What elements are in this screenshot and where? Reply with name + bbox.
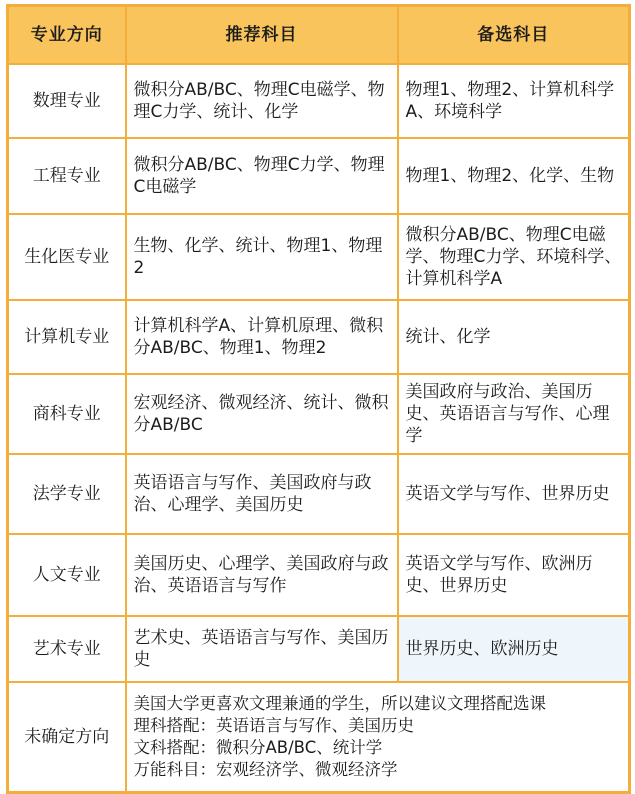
recommended-cell: 生物、化学、统计、物理1、物理2: [126, 214, 398, 300]
advice-line-intro: 美国大学更喜欢文理兼通的学生，所以建议文理搭配选课: [133, 694, 546, 713]
alternative-cell: 统计、化学: [398, 300, 630, 374]
alternative-cell: 微积分AB/BC、物理C电磁学、物理C力学、环境科学、计算机科学A: [398, 214, 630, 300]
table-row: [8, 616, 630, 682]
header-recommended: 推荐科目: [126, 6, 398, 65]
advice-line-arts: 文科搭配：微积分AB/BC、统计学: [133, 738, 383, 757]
alternative-cell: 世界历史、欧洲历史: [398, 616, 630, 682]
direction-cell: 艺术专业: [8, 616, 126, 682]
table-row: [8, 138, 630, 214]
alternative-cell: 英语文学与写作、欧洲历史、世界历史: [398, 534, 630, 616]
table-row: [8, 374, 630, 454]
direction-cell: 法学专业: [8, 454, 126, 534]
recommended-cell: 艺术史、英语语言与写作、美国历史: [126, 616, 398, 682]
alternative-cell: 物理1、物理2、化学、生物: [398, 138, 630, 214]
direction-cell: 人文专业: [8, 534, 126, 616]
header-alternative: 备选科目: [398, 6, 630, 65]
direction-cell: 计算机专业: [8, 300, 126, 374]
direction-cell: 工程专业: [8, 138, 126, 214]
table-row: [8, 454, 630, 534]
table-header-row: [8, 6, 630, 65]
table-row: [8, 300, 630, 374]
recommended-cell: 微积分AB/BC、物理C电磁学、物理C力学、统计、化学: [126, 64, 398, 138]
direction-cell: 生化医专业: [8, 214, 126, 300]
table-row-undecided: [8, 682, 630, 793]
advice-line-universal: 万能科目：宏观经济学、微观经济学: [133, 760, 398, 779]
table-row: [8, 64, 630, 138]
direction-cell: 商科专业: [8, 374, 126, 454]
direction-cell: 未确定方向: [8, 682, 126, 793]
advice-line-science: 理科搭配：英语语言与写作、美国历史: [133, 716, 414, 735]
direction-cell: 数理专业: [8, 64, 126, 138]
major-course-table-container: [6, 4, 628, 779]
alternative-cell: 英语文学与写作、世界历史: [398, 454, 630, 534]
recommended-cell: 美国历史、心理学、美国政府与政治、英语语言与写作: [126, 534, 398, 616]
header-direction: 专业方向: [8, 6, 126, 65]
table-row: [8, 214, 630, 300]
undecided-advice-cell: [126, 682, 630, 793]
recommended-cell: 英语语言与写作、美国政府与政治、心理学、美国历史: [126, 454, 398, 534]
recommended-cell: 宏观经济、微观经济、统计、微积分AB/BC: [126, 374, 398, 454]
alternative-cell: 物理1、物理2、计算机科学A、环境科学: [398, 64, 630, 138]
recommended-cell: 微积分AB/BC、物理C力学、物理C电磁学: [126, 138, 398, 214]
major-course-table: [6, 4, 631, 794]
table-row: [8, 534, 630, 616]
alternative-cell: 美国政府与政治、美国历史、英语语言与写作、心理学: [398, 374, 630, 454]
recommended-cell: 计算机科学A、计算机原理、微积分AB/BC、物理1、物理2: [126, 300, 398, 374]
